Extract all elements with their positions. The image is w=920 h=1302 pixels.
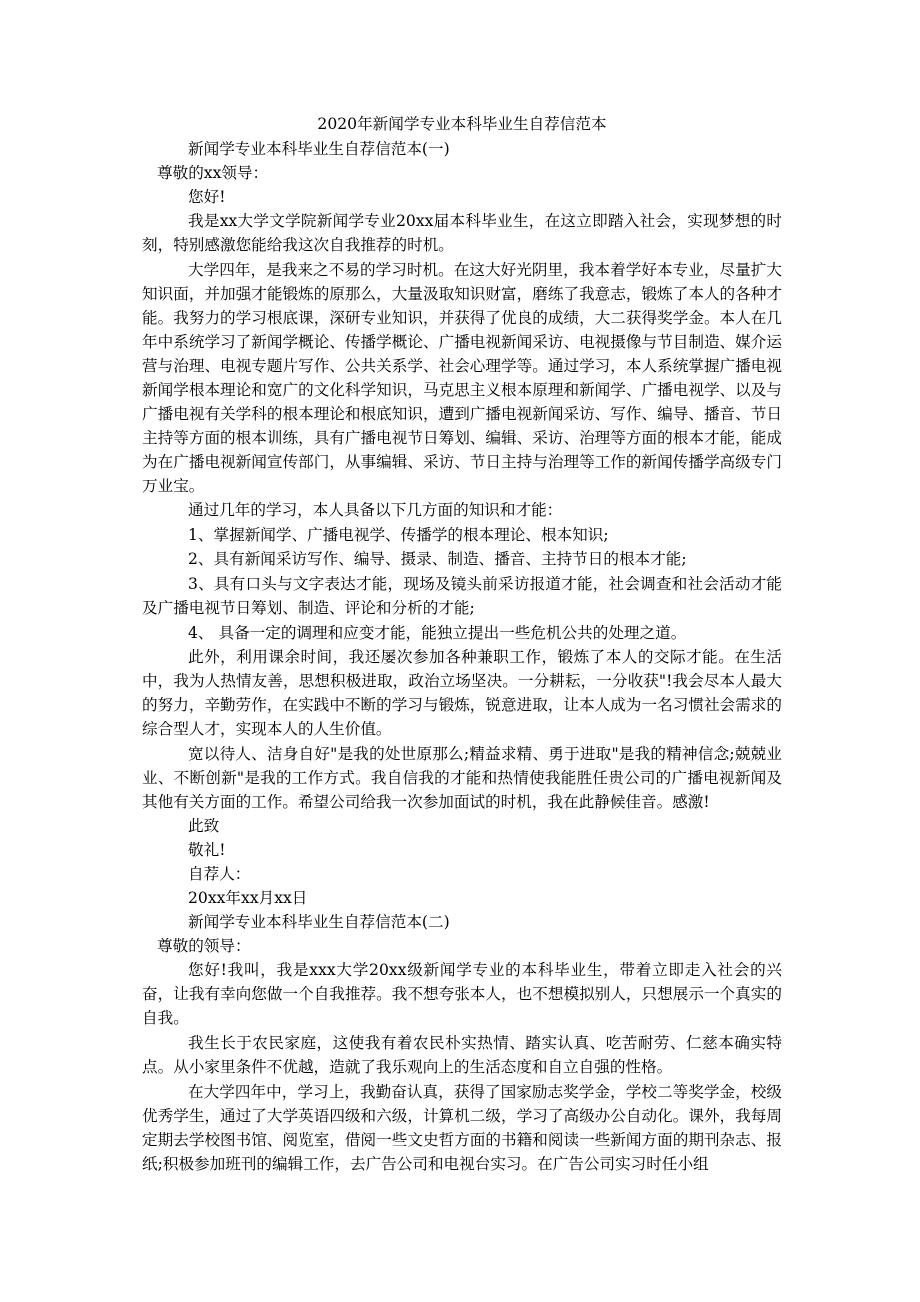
letter1-paragraph-2: 大学四年，是我来之不易的学习时机。在这大好光阴里，我本着学好本专业，尽量扩大知识面，并加强才能锻炼的原那么，大量汲取知识财富，磨练了我意志，锻炼了本人的各种才能。我努力的学习根底课，深研专业知识，并获得了优良的成绩，大二获得奖学金。本人在几年中系统学习了新闻学概论、传播学概论、广播电视新闻采访、电视摄像与节目制造、媒介运营与治理、电视专题片写作、公共关系学、社会心理学等。通过学习，本人系统掌握广播电视新闻学根本理论和宽广的文化科学知识，马克思主义根本原理和新闻学、广播电视学、以及与广播电视有关学科的根本理论和根底知识，遭到广播电视新闻采访、写作、编导、播音、节日主持等方面的根本训练，具有广播电视节日筹划、编辑、采访、治理等方面的根本才能，能成为在广播电视新闻宣传部门，从事编辑、采访、节日主持与治理等工作的新闻传播学高级专门万业宝。 [142,260,782,495]
letter2-heading: 新闻学专业本科毕业生自荐信范本(二) [188,913,450,932]
letter1-paragraph-4: 此外，利用课余时间，我还屡次参加各种兼职工作，锻炼了本人的交际才能。在生活中，我为人热情友善，思想积极进取，政治立场坚决。一分耕耘，一分收获"!我会尽本人最大的努力，辛勤劳作，在实践中不断的学习与锻炼，锐意进取，让本人成为一名习惯社会需求的综合型人才，实现本人的人生价值。 [142,648,782,739]
letter2-paragraph-3: 在大学四年中，学习上，我勤奋认真，获得了国家励志奖学金，学校二等奖学金，校级优秀学生，通过了大学英语四级和六级，计算机二级，学习了高级办公自动化。课外，我每周定期去学校图书馆、阅览室，借阅一些文史哲方面的书籍和阅读一些新闻方面的期刊杂志、报纸;积极参加班刊的编辑工作，去广告公司和电视台实习。在广告公司实习时任小组 [142,1082,782,1173]
letter1-closing-1: 此致 [188,817,220,836]
letter2-paragraph-2: 我生长于农民家庭，这使我有着农民朴实热情、踏实认真、吃苦耐劳、仁慈本确实特点。从小家里条件不优越，造就了我乐观向上的生活态度和自立自强的性格。 [142,1033,782,1076]
letter1-greeting: 您好! [188,188,226,206]
letter1-list-item-2: 2、具有新闻采访写作、编导、摄录、制造、播音、主持节日的根本才能; [188,550,687,569]
letter1-date: 20xx年xx月xx日 [188,889,308,908]
letter1-list-item-1: 1、掌握新闻学、广播电视学、传播学的根本理论、根本知识; [188,525,609,544]
letter2-salutation: 尊敬的领导： [157,937,251,956]
letter1-list-item-3: 3、具有口头与文字表达才能，现场及镜头前采访报道才能，社会调查和社会活动才能及广播电视节日筹划、制造、评论和分析的才能; [142,574,782,617]
document-page [142,112,782,1176]
letter1-signature: 自荐人： [188,865,251,884]
letter1-heading: 新闻学专业本科毕业生自荐信范本(一) [188,140,450,158]
letter1-closing-2: 敬礼! [188,841,226,860]
letter1-list-item-4: 4、 具备一定的调理和应变才能，能独立提出一些危机公共的处理之道。 [188,623,687,642]
document-title: 2020年新闻学专业本科毕业生自荐信范本 [317,115,607,133]
letter2-paragraph-1: 您好!我叫，我是xxx大学20xx级新闻学专业的本科毕业生，带着立即走入社会的兴奋，让我有幸向您做一个自我推荐。我不想夸张本人，也不想模拟别人，只想展示一个真实的自我。 [142,961,782,1028]
letter1-paragraph-3: 通过几年的学习，本人具备以下几方面的知识和才能： [188,501,563,520]
letter1-paragraph-5: 宽以待人、洁身自好"是我的处世原那么;精益求精、勇于进取"是我的精神信念;兢兢业业、不断创新"是我的工作方式。我自信我的才能和热情使我能胜任贵公司的广播电视新闻及其他有关方面的工作。希望公司给我一次参加面试的时机，我在此静候佳音。感激! [142,744,782,811]
letter1-salutation: 尊敬的xx领导： [157,164,269,182]
letter1-paragraph-1: 我是xx大学文学院新闻学专业20xx届本科毕业生，在这立即踏入社会，实现梦想的时刻，特别感激您能给我这次自我推荐的时机。 [142,212,782,254]
